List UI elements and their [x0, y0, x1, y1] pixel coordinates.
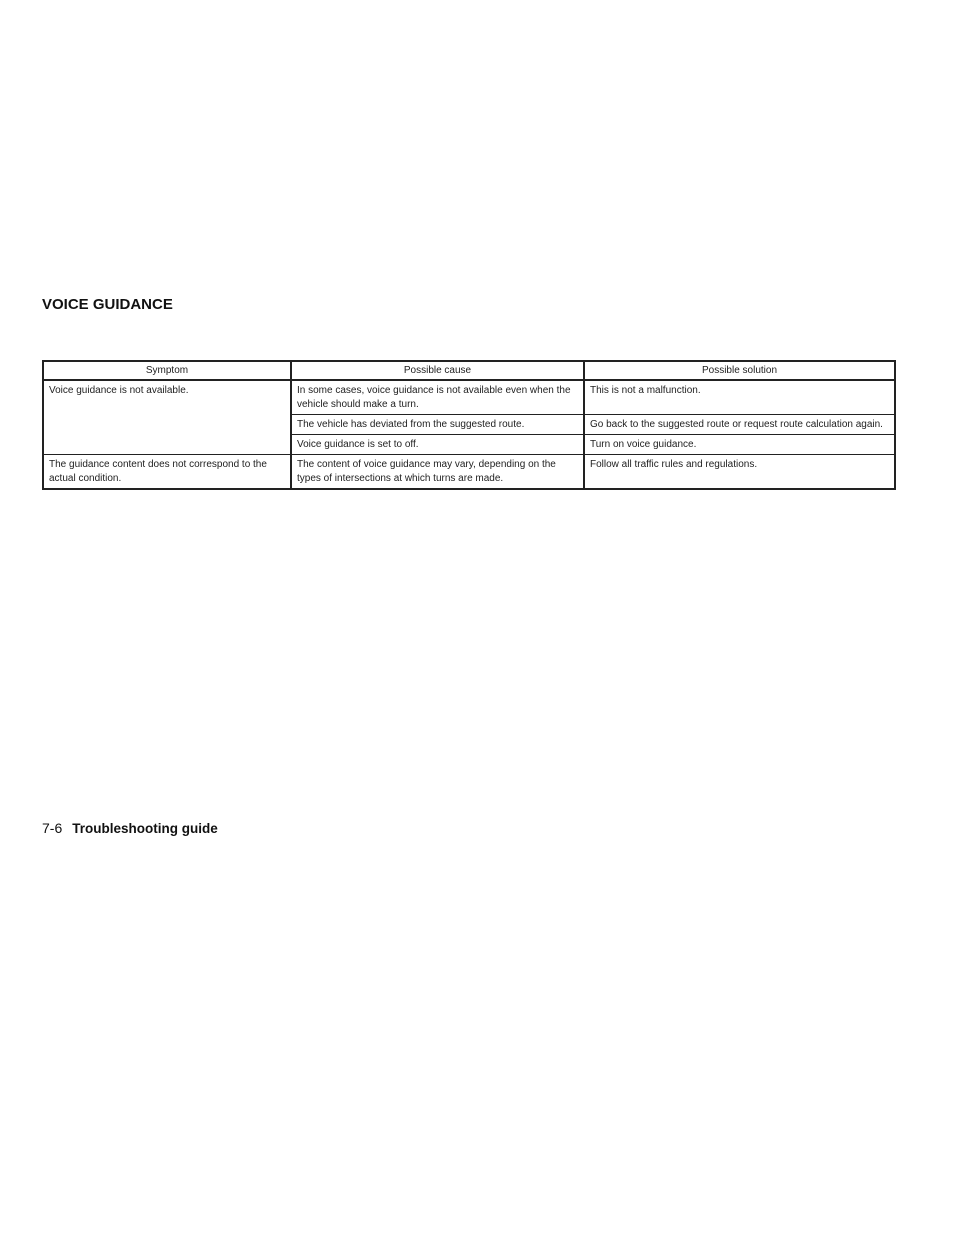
page-footer [42, 820, 218, 836]
solution-cell: Follow all traffic rules and regulations. [584, 455, 895, 490]
symptom-cell: Voice guidance is not available. [43, 380, 291, 455]
solution-cell: Go back to the suggested route or request route calculation again. [584, 415, 895, 435]
solution-cell: Turn on voice guidance. [584, 435, 895, 455]
guide-title: Troubleshooting guide [72, 821, 218, 836]
cause-cell: The content of voice guidance may vary, depending on the types of intersections at which turns are made. [291, 455, 584, 490]
header-possible-cause: Possible cause [291, 361, 584, 380]
header-possible-solution: Possible solution [584, 361, 895, 380]
cause-cell: Voice guidance is set to off. [291, 435, 584, 455]
troubleshooting-table [42, 360, 896, 490]
symptom-cell: The guidance content does not correspond to the actual condition. [43, 455, 291, 490]
page-number: 7-6 [42, 820, 63, 836]
table-row [43, 455, 895, 490]
table-header-row [43, 361, 895, 380]
cause-cell: The vehicle has deviated from the suggested route. [291, 415, 584, 435]
cause-cell: In some cases, voice guidance is not available even when the vehicle should make a turn. [291, 380, 584, 415]
solution-cell: This is not a malfunction. [584, 380, 895, 415]
header-symptom: Symptom [43, 361, 291, 380]
section-title: VOICE GUIDANCE [42, 296, 173, 313]
table-row [43, 380, 895, 415]
